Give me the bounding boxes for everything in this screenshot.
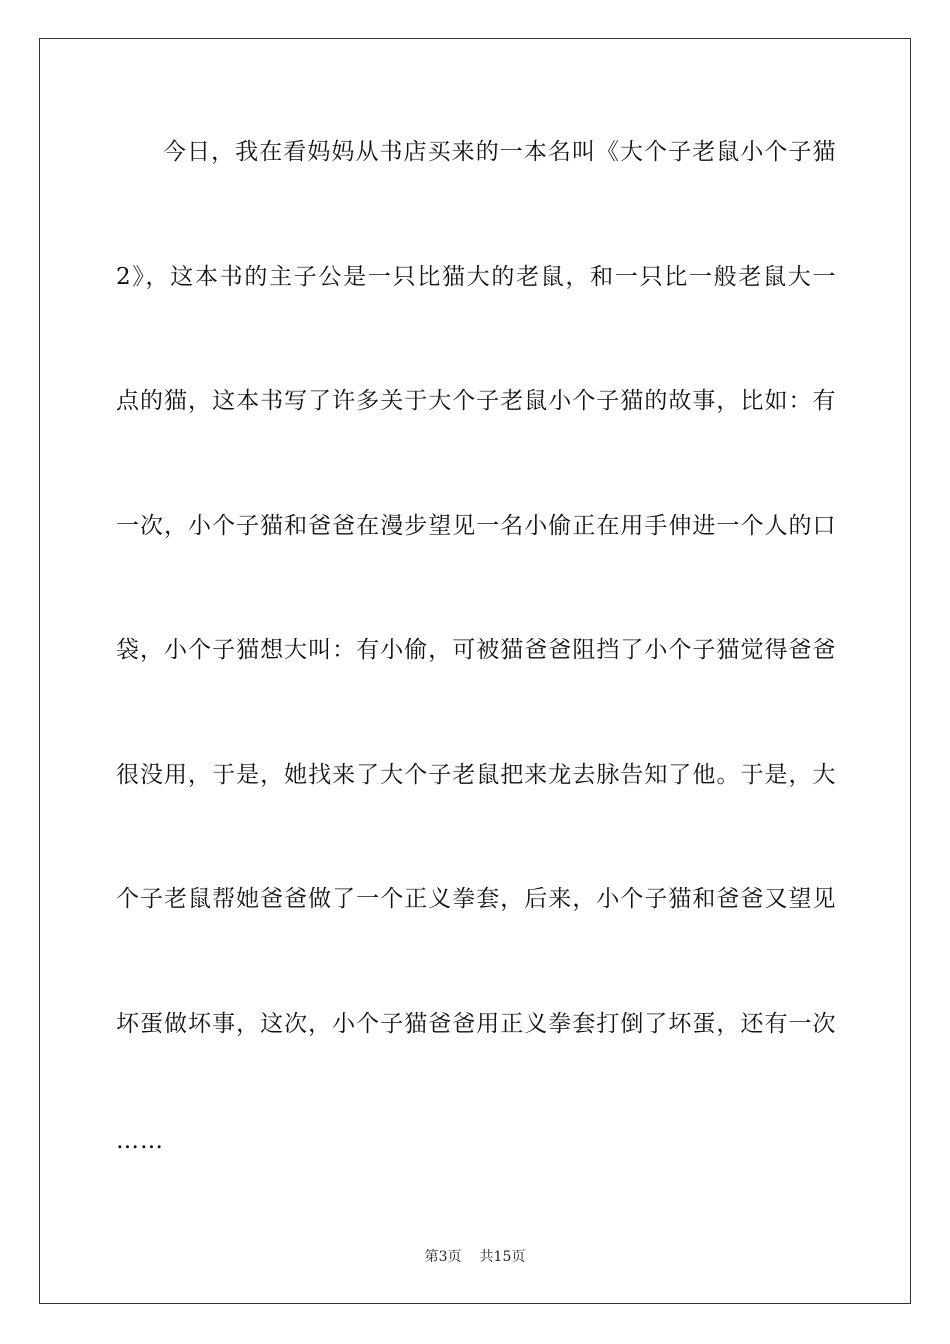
page-total: 共15页 <box>479 1249 526 1265</box>
text-line-6: 很没用，于是，她找来了大个子老鼠把来龙去脉告知了他。于是，大 <box>116 762 836 788</box>
text-line-1: 今日，我在看妈妈从书店买来的一本名叫《大个子老鼠小个子猫 <box>163 139 836 165</box>
page-footer <box>0 1248 950 1266</box>
text-line-2: 2》，这本书的主子公是一只比猫大的老鼠，和一只比一般老鼠大一 <box>116 264 836 290</box>
text-line-9: …… <box>116 1128 164 1154</box>
text-line-4: 一次，小个子猫和爸爸在漫步望见一名小偷正在用手伸进一个人的口 <box>116 513 836 539</box>
text-line-3: 点的猫，这本书写了许多关于大个子老鼠小个子猫的故事，比如：有 <box>116 388 836 414</box>
page-frame <box>39 38 911 1304</box>
text-line-5: 袋，小个子猫想大叫：有小偷，可被猫爸爸阻挡了小个子猫觉得爸爸 <box>116 637 836 663</box>
page-number: 第3页 <box>424 1249 462 1265</box>
text-line-7: 个子老鼠帮她爸爸做了一个正义拳套，后来，小个子猫和爸爸又望见 <box>116 886 836 912</box>
text-line-8: 坏蛋做坏事，这次，小个子猫爸爸用正义拳套打倒了坏蛋，还有一次 <box>116 1011 836 1037</box>
